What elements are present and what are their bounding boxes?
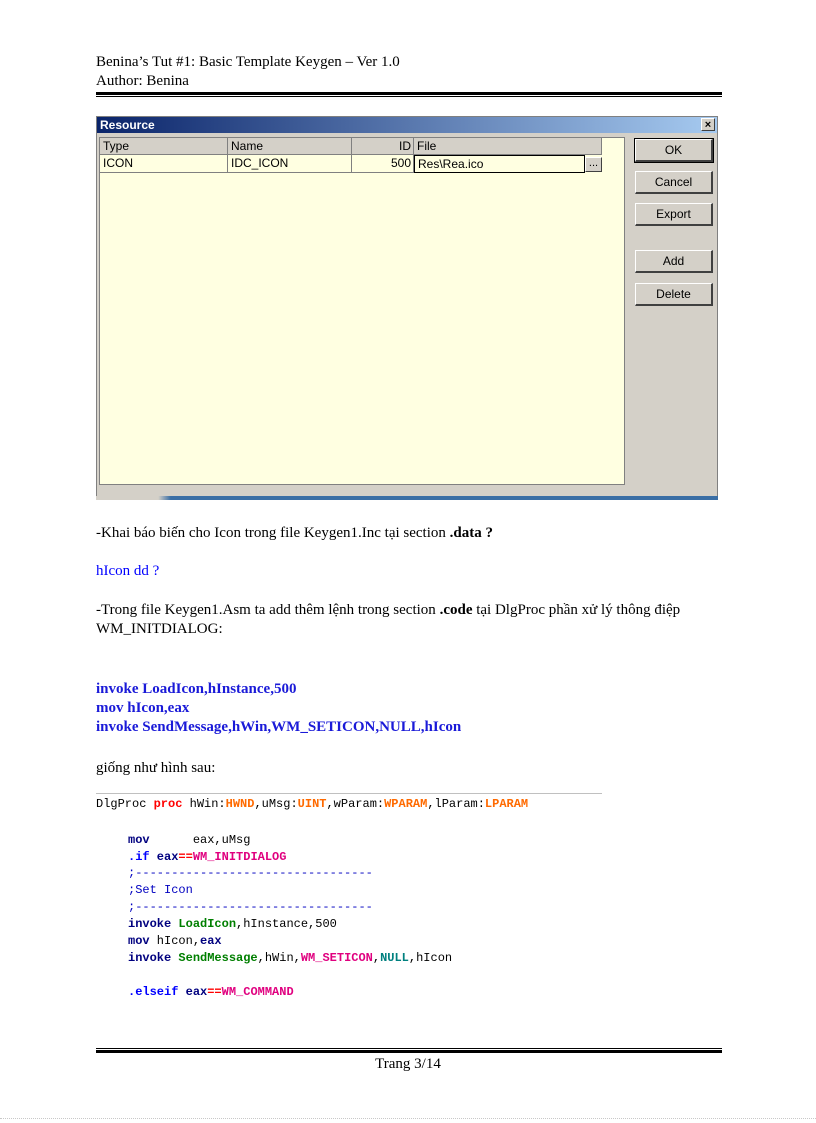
code-shot-line-3: .if eax==WM_INITDIALOG	[128, 850, 287, 864]
code-line-sendmessage: invoke SendMessage,hWin,WM_SETICON,NULL,hIcon	[96, 719, 462, 735]
cell-id[interactable]: 500	[352, 155, 414, 173]
footer-rule	[96, 1048, 722, 1053]
cell-name[interactable]: IDC_ICON	[228, 155, 352, 173]
cell-file[interactable]: Res\Rea.ico	[414, 155, 585, 173]
code-shot-line-1: DlgProc proc hWin:HWND,uMsg:UINT,wParam:WPARAM,lParam:LPARAM	[96, 797, 529, 811]
code-shot-line-7: invoke LoadIcon,hInstance,500	[128, 917, 337, 931]
dialog-bottom-edge	[96, 496, 718, 500]
code-shot-top-rule	[96, 793, 602, 794]
paragraph-hicon-decl: hIcon dd ?	[96, 563, 160, 579]
column-header-type[interactable]: Type	[100, 138, 228, 155]
page-edge	[0, 1118, 816, 1119]
code-shot-line-6: ;---------------------------------	[128, 900, 373, 914]
code-shot-line-9: invoke SendMessage,hWin,WM_SETICON,NULL,hIcon	[128, 951, 453, 965]
document-title: Benina’s Tut #1: Basic Template Keygen – Ver 1.0	[96, 54, 400, 70]
code-shot-line-5: ;Set Icon	[128, 883, 193, 897]
ok-button[interactable]: OK	[635, 139, 713, 162]
paragraph-declare-icon: -Khai báo biến cho Icon trong file Keygen1.Inc tại section .data ?	[96, 525, 493, 541]
paragraph-as-shown: giống như hình sau:	[96, 760, 216, 776]
cancel-button[interactable]: Cancel	[635, 171, 713, 194]
code-shot-line-10: .elseif eax==WM_COMMAND	[128, 985, 294, 999]
add-button[interactable]: Add	[635, 250, 713, 273]
code-shot-line-4: ;---------------------------------	[128, 866, 373, 880]
paragraph-add-code: -Trong file Keygen1.Asm ta add thêm lệnh trong section .code tại DlgProc phần xử lý thông điệp	[96, 602, 681, 618]
code-line-mov: mov hIcon,eax	[96, 700, 190, 716]
close-icon[interactable]: ×	[701, 118, 715, 131]
cell-type[interactable]: ICON	[100, 155, 228, 173]
dialog-title: Resource	[97, 117, 717, 133]
column-header-file[interactable]: File	[414, 138, 602, 155]
document-author: Author: Benina	[96, 73, 189, 89]
paragraph-wm-initdialog: WM_INITDIALOG:	[96, 621, 223, 637]
header-rule	[96, 92, 722, 97]
column-header-name[interactable]: Name	[228, 138, 352, 155]
export-button[interactable]: Export	[635, 203, 713, 226]
column-header-id[interactable]: ID	[352, 138, 414, 155]
browse-button[interactable]: ...	[585, 157, 602, 172]
resource-dialog	[96, 116, 718, 499]
delete-button[interactable]: Delete	[635, 283, 713, 306]
code-shot-line-2: mov eax,uMsg	[128, 833, 251, 847]
code-line-loadicon: invoke LoadIcon,hInstance,500	[96, 681, 297, 697]
page-number: Trang 3/14	[375, 1056, 441, 1072]
resource-grid	[99, 137, 625, 485]
code-shot-line-8: mov hIcon,eax	[128, 934, 222, 948]
